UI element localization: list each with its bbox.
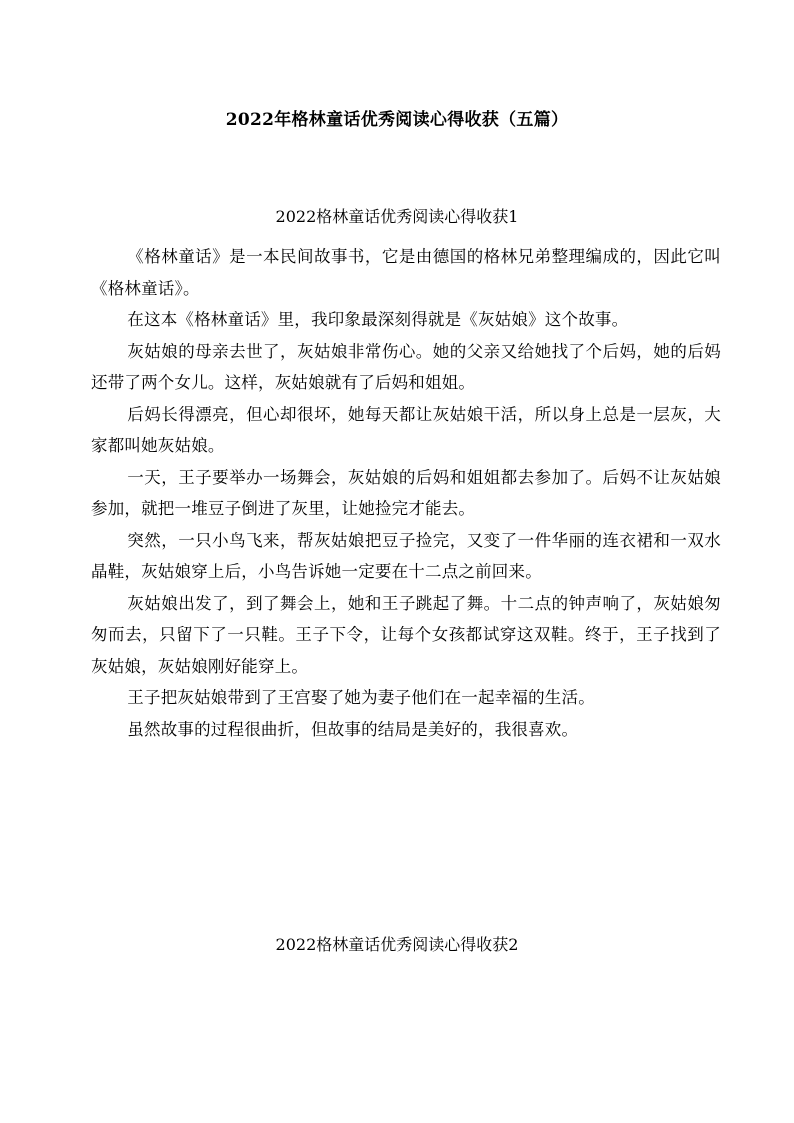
document-title: 2022年格林童话优秀阅读心得收获（五篇） xyxy=(225,110,569,131)
paragraph: 灰姑娘出发了，到了舞会上，她和王子跳起了舞。十二点的钟声响了，灰姑娘匆匆而去，只留下了一只鞋。王子下令，让每个女孩都试穿这双鞋。终于，王子找到了灰姑娘，灰姑娘刚好能穿上。 xyxy=(91,593,721,676)
paragraph: 一天，王子要举办一场舞会，灰姑娘的后妈和姐姐都去参加了。后妈不让灰姑娘参加，就把一堆豆子倒进了灰里，让她捡完才能去。 xyxy=(91,467,721,518)
section-1-body xyxy=(91,241,721,745)
paragraph: 突然，一只小鸟飞来，帮灰姑娘把豆子捡完，又变了一件华丽的连衣裙和一双水晶鞋，灰姑娘穿上后，小鸟告诉她一定要在十二点之前回来。 xyxy=(91,530,721,581)
paragraph: 灰姑娘的母亲去世了，灰姑娘非常伤心。她的父亲又给她找了个后妈，她的后妈还带了两个女儿。这样，灰姑娘就有了后妈和姐姐。 xyxy=(91,341,721,392)
section-heading-2: 2022格林童话优秀阅读心得收获2 xyxy=(275,935,519,954)
paragraph: 在这本《格林童话》里，我印象最深刻得就是《灰姑娘》这个故事。 xyxy=(127,310,629,329)
paragraph: 后妈长得漂亮，但心却很坏，她每天都让灰姑娘干活，所以身上总是一层灰，大家都叫她灰姑娘。 xyxy=(91,404,721,455)
paragraph: 虽然故事的过程很曲折，但故事的结局是美好的，我很喜欢。 xyxy=(127,719,579,739)
paragraph: 王子把灰姑娘带到了王宫娶了她为妻子他们在一起幸福的生活。 xyxy=(127,688,595,707)
section-heading-1: 2022格林童话优秀阅读心得收获1 xyxy=(275,207,519,226)
paragraph: 《格林童话》是一本民间故事书，它是由德国的格林兄弟整理编成的，因此它叫《格林童话》。 xyxy=(91,247,721,298)
